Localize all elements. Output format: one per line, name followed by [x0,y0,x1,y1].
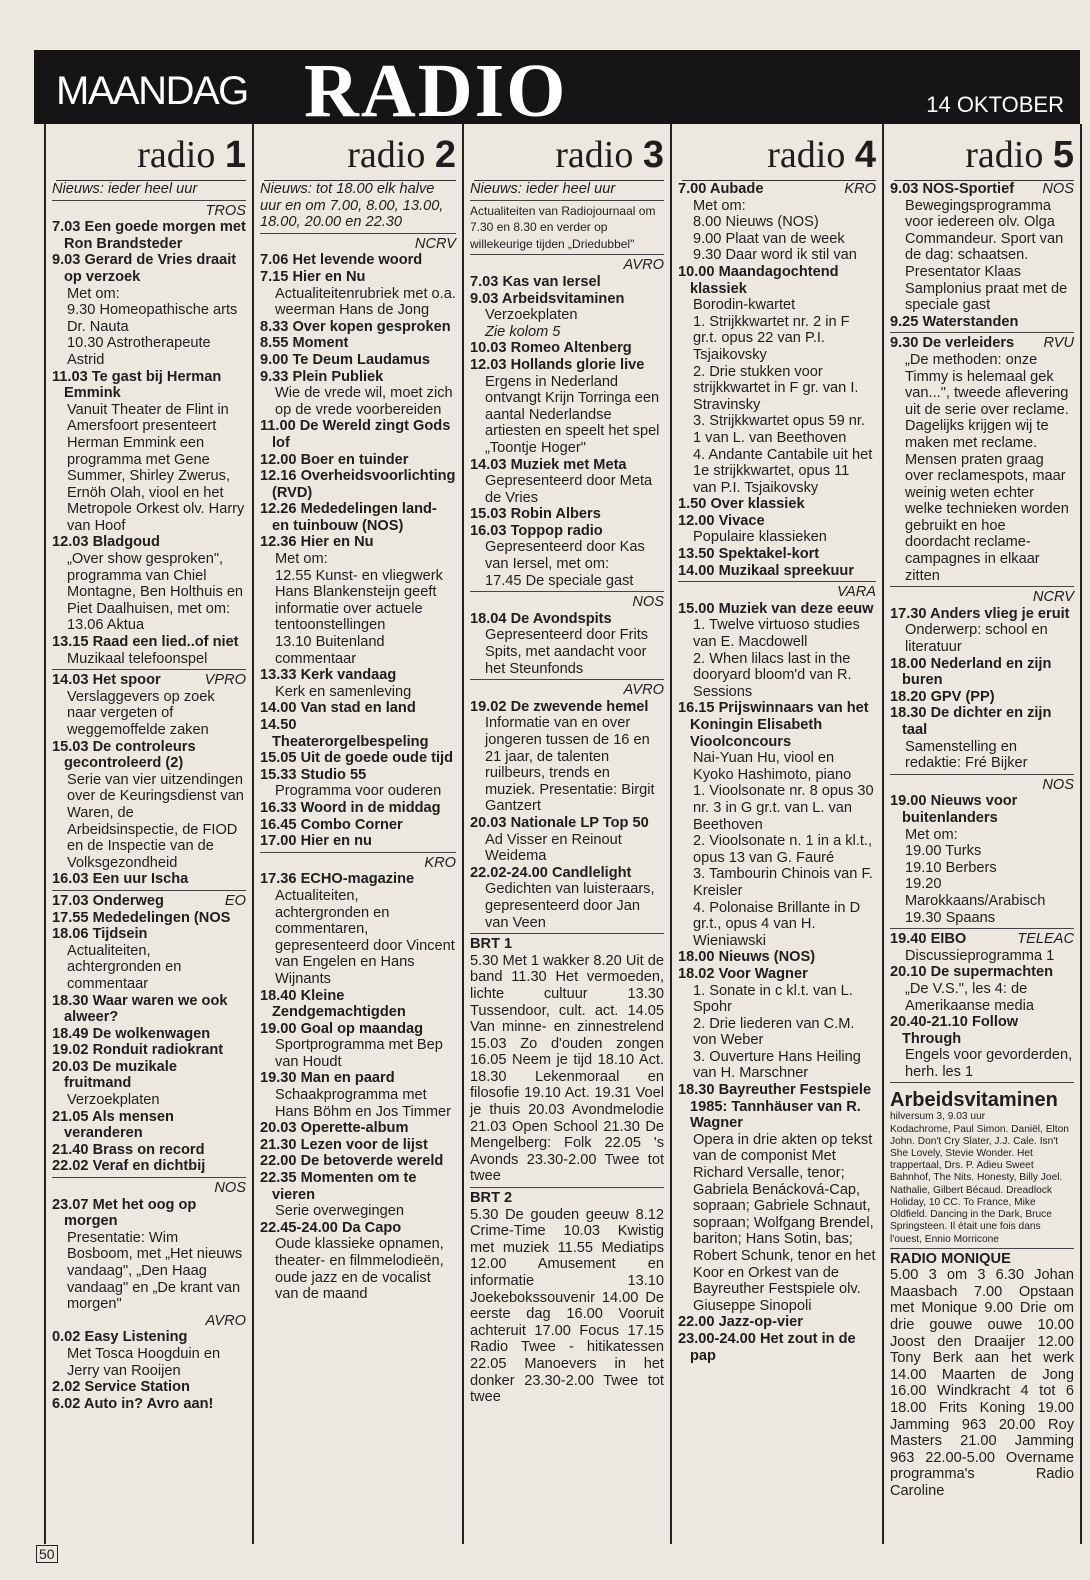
programme-title: 20.03 De muzikale fruitmand [52,1058,177,1092]
programme-title: 12.26 Mededelingen land- en tuinbouw (NOS) [260,501,437,534]
programme-title: 16.45 Combo Corner [260,816,403,833]
programme-title-text: 19.40 EIBO [890,931,967,948]
programme-description: Informatie van en over jongeren tussen de 16 en 21 jaar, de talenten ruilbeurs, trends en muziek. Presentatie: Birgit Gantzert [485,715,655,815]
broadcaster-label: AVRO [205,1312,246,1329]
programme-description: „Over show gesproken", programma van Chiel Montagne, Ben Holthuis en Piet Daalhuisen, met om: [67,551,244,617]
programme-description: Ad Visser en Reinout Weidema [485,831,622,865]
programme-title [52,893,246,910]
programme-title: 15.03 De controleurs gecontroleerd (2) [52,738,196,772]
schedule-paragraph: 5.30 De gouden geeuw 8.12 Crime-Time 10.03 Kwistig met muziek 11.55 Mediatips 12.00 Amusement en informatie 13.10 Joekebokssouvenir 14.00 De eerste dag 16.00 Vooruit achteruit 17.00 Focus 17.15 Radio Twee - hitikatessen 22.05 Manoevers in het donker 23.30-2.00 Twee tot twee [470,1206,664,1406]
programme-title: 23.07 Met het oog op morgen [52,1196,197,1230]
news-note: Actualiteiten van Radiojournaal om 7.30 en 8.30 en verder op willekeurige tijden „Driedubbel" [470,203,656,251]
programme-title-text: 9.30 De verleiders [890,335,1015,352]
broadcaster-label: NOS [214,1180,246,1197]
programme-title [890,335,1074,352]
programme-title: 19.00 Goal op maandag [260,1020,424,1037]
divider [52,1177,246,1178]
programme-description: Gedichten van luisteraars, gepresenteerd door Jan van Veen [485,881,655,931]
broadcaster-label: KRO [844,181,876,197]
programme-description: 2. Drie liederen van C.M. von Weber [693,1015,855,1049]
programme-description: Onderwerp: school en literatuur [905,622,1048,656]
divider [890,586,1074,587]
broadcaster-label: KRO [424,854,456,871]
programme-title: 14.50 Theaterorgelbespeling [260,717,429,750]
programme-description: 13.10 Buitenland commentaar [275,634,385,667]
divider [260,852,456,853]
programme-title: 15.03 Robin Albers [470,506,601,523]
programme-description: Verslaggevers op zoek naar vergeten of weggemoffelde zaken [67,688,215,738]
programme-description: Wie de vrede wil, moet zich op de vrede voorbereiden [275,385,453,418]
column-radio-2 [252,124,462,1544]
programme-title: 15.33 Studio 55 [260,766,367,783]
programme-title: 18.30 Bayreuther Festspiele 1985: Tannhäuser van R. Wagner [678,1082,872,1132]
programme-title: 18.49 De wolkenwagen [52,1025,211,1042]
programme-title: 22.02-24.00 Candlelight [470,864,632,881]
divider [52,890,246,891]
programme-description: Engels voor gevorderden, herh. les 1 [905,1047,1073,1080]
programme-title: 15.00 Muziek van deze eeuw [678,600,874,617]
programme-description: 1. Sonate in c kl.t. van L. Spohr [693,982,853,1016]
programme-title: 18.00 Nederland en zijn buren [890,655,1052,689]
column-heading [260,124,456,180]
column-heading-number: 5 [1052,134,1074,176]
programme-description: Zie kolom 5 [485,323,561,340]
programme-title-text: 14.03 Het spoor [52,672,161,689]
news-note: Nieuws: ieder heel uur [52,181,198,197]
divider [890,774,1074,775]
column-radio-3 [462,124,670,1544]
programme-title: 11.00 De Wereld zingt Gods lof [260,418,451,451]
programme-description: Programma voor ouderen [275,783,442,800]
divider [890,1082,1074,1083]
programme-description: Verzoekplaten [67,1092,160,1109]
column-heading-name: radio [347,134,426,176]
programme-title [890,931,1074,948]
station-heading: BRT 2 [470,1190,513,1207]
programme-title [52,672,246,689]
programme-description: Actualiteiten, achtergronden en commentaar [67,942,182,992]
programme-title-text: 7.00 Aubade [678,181,764,197]
station-heading: RADIO MONIQUE [890,1250,1011,1267]
programme-description: 4. Andante Cantabile uit het 1e strijkkwartet, opus 11 van P.I. Tsjaikovsky [693,446,873,496]
programme-title: 12.00 Boer en tuinder [260,451,409,468]
listings-page [44,124,1080,1544]
divider [260,233,456,234]
broadcaster-label: AVRO [623,682,664,699]
programme-description: Ergens in Nederland ontvangt Krijn Torringa een aantal Nederlandse artiesten en speelt het spel „Toontje Hoger" [485,373,660,456]
programme-description: Serie van vier uitzendingen over de Keuringsdienst van Waren, de Arbeidsinspectie, de FIOD en de Inspectie van de Volksgezondheid [67,771,244,871]
news-note: Nieuws: tot 18.00 elk halve uur en om 7.00, 8.00, 13.00, 18.00, 20.00 en 22.30 [260,181,444,231]
broadcaster-label: VARA [837,584,876,601]
divider [890,928,1074,929]
column-heading [890,124,1074,180]
broadcaster-label: TROS [205,202,246,219]
programme-title: 11.03 Te gast bij Herman Emmink [52,368,222,402]
programme-title: 9.25 Waterstanden [890,313,1019,330]
programme-description: 9.30 Daar word ik stil van [693,247,857,264]
programme-title: 22.00 Jazz-op-vier [678,1314,803,1331]
column-heading-number: 2 [434,134,456,176]
programme-description: Borodin-kwartet [693,297,796,314]
page-header [34,49,1080,133]
column-heading-name: radio [137,134,216,176]
programme-title: 20.03 Nationale LP Top 50 [470,814,649,831]
programme-title: 17.55 Mededelingen (NOS [52,909,231,926]
feature-text: Kodachrome, Paul Simon. Daniël, Elton John. Don't Cry Slater, J.J. Cale. Isn't She Lovely, Stevie Wonder. Het trappertaal, Drs. P. Adieu Sweet Bahnhof, The Nits. Honesty, Billy Joel. Nathalie, Gilbert Bécaud. Dreadlock Holiday, 10 CC. To France, Mike Oldfield. Dancing in the Dark, Bruce Springsteen. Il était une fois dans l'ouest, Ennio Morricone [890,1123,1069,1245]
programme-title: 13.33 Kerk vandaag [260,667,397,684]
programme-title: 23.00-24.00 Het zout in de pap [678,1330,856,1364]
broadcaster-label: NOS [1042,181,1074,197]
divider [52,200,246,201]
programme-description: 3. Ouverture Hans Heiling van H. Marschner [693,1048,861,1082]
programme-description: Bewegingsprogramma voor iedereen olv. Olga Commandeur. Sport van de dag: schaatsen. Presentator Klaas Samplonius praat met de speciale gast [905,197,1068,314]
programme-title: 12.03 Bladgoud [52,534,160,551]
programme-description: 9.30 Homeopathische arts Dr. Nauta [67,302,238,335]
programme-description: 2. Drie stukken voor strijkkwartet in F gr. van I. Stravinsky [693,363,859,413]
programme-description: Met om: [275,551,328,568]
broadcaster-label: EO [224,892,246,909]
programme-description: 8.00 Nieuws (NOS) [693,214,819,231]
programme-description: Met Tosca Hoogduin en Jerry van Rooijen [67,1345,221,1379]
programme-title: 12.03 Hollands glorie live [470,356,645,373]
programme-title: 19.02 Ronduit radiokrant [52,1042,224,1059]
broadcaster-label: VPRO [204,672,246,689]
programme-description: Discussieprogramma 1 [905,947,1055,964]
column-radio-4 [670,124,882,1544]
broadcaster-label: TELEAC [1017,931,1074,948]
programme-description: Met om: [905,826,958,843]
header-title: RADIO [304,49,568,133]
feature-text: hilversum 3, 9.03 uur [890,1111,986,1123]
programme-title: 16.33 Woord in de middag [260,799,441,816]
programme-title [678,181,876,198]
programme-title: 22.35 Momenten om te vieren [260,1170,417,1203]
schedule-paragraph: 5.30 Met 1 wakker 8.20 Uit de band 11.30 Het vermoeden, lichte cultuur 13.30 Tussendoor, cult. act. 14.05 Van minne- en zinnestrelend 15.03 Zo d'ouden zongen 16.05 Neem je tijd 18.10 Act. 18.30 Lekenmoraal en filosofie 19.10 Act. 19.31 Voel je thuis 20.03 Avondmelodie 21.03 Open School 21.30 De Mengelberg: Folk 22.05 's Avonds 23.30-2.00 Twee tot twee [470,952,664,1185]
programme-description: Opera in drie akten op tekst van de componist Met Richard Versalle, tenor; Gabriela Benácková-Cap, sopraan; Gabriele Schnaut, sopraan; Wolfgang Brendel, bariton; Hans Sotin, bas; Robert Schunk, tenor en het Koor en Orkest van de Bayreuther Festspiele olv. Giuseppe Sinopoli [693,1131,876,1314]
programme-description: Gepresenteerd door Frits Spits, met aandacht voor het Steunfonds [485,627,649,677]
programme-description: Muzikaal telefoonspel [67,650,208,667]
programme-title: 18.04 De Avondspits [470,610,612,627]
programme-title: 10.00 Maandagochtend klassiek [678,263,839,297]
broadcaster-label: AVRO [623,257,664,274]
programme-title: 0.02 Easy Listening [52,1329,188,1346]
column-heading-number: 4 [854,134,876,176]
programme-description: Met om: [67,285,120,302]
programme-description: 1. Strijkkwartet nr. 2 in F gr.t. opus 22 van P.I. Tsjaikovsky [693,313,850,363]
programme-title: 16.03 Een uur Ischa [52,871,189,888]
programme-description: „De V.S.", les 4: de Amerikaanse media [905,980,1034,1014]
programme-title: 18.20 GPV (PP) [890,688,995,705]
programme-description: Schaakprogramma met Hans Böhm en Jos Timmer [275,1087,451,1120]
programme-description: Serie overwegingen [275,1203,404,1220]
programme-title: 9.03 Arbeidsvitaminen [470,290,625,307]
programme-description: 19.30 Spaans [905,909,996,926]
programme-title: 18.40 Kleine Zendgemachtigden [260,987,406,1021]
programme-title: 16.15 Prijswinnaars van het Koningin Elisabeth Vioolconcours [678,700,869,750]
programme-list [678,181,876,1364]
programme-description: Sportprogramma met Bep van Houdt [275,1037,443,1070]
column-heading-number: 3 [642,134,664,176]
programme-title: 17.36 ECHO-magazine [260,871,415,888]
divider [890,332,1074,333]
programme-title: 1.50 Over klassiek [678,496,805,513]
broadcaster-label: NOS [1042,776,1074,793]
broadcaster-label: NCRV [414,235,456,252]
schedule-paragraph: 5.00 3 om 3 6.30 Johan Maasbach 7.00 Opstaan met Monique 9.00 Drie om drie gouwe ouwe 10.00 Joost den Draaijer 12.00 Tony Berk aan het werk 14.00 Maarten de Jong 16.00 Windkracht 4 tot 6 18.00 Frits Koning 19.00 Jamming 963 20.00 Roy Masters 21.00 Jamming 963 22.00-5.00 Overname programma's Radio Caroline [890,1267,1074,1500]
programme-title: 22.45-24.00 Da Capo [260,1219,402,1236]
programme-title: 18.00 Nieuws (NOS) [678,949,816,966]
divider [890,1248,1074,1249]
divider [52,669,246,670]
page-number: 50 [36,1545,58,1563]
programme-description: Met om: [693,197,746,214]
programme-title: 6.02 Auto in? Avro aan! [52,1395,214,1412]
divider [470,1187,664,1188]
programme-title: 18.30 De dichter en zijn taal [890,705,1052,738]
programme-description: 1. Twelve virtuoso studies van E. Macdowell [693,617,860,651]
programme-description: Gepresenteerd door Kas van Iersel, met om: [485,539,645,573]
programme-title: 22.02 Veraf en dichtbij [52,1158,206,1175]
programme-title: 16.03 Toppop radio [470,522,603,539]
programme-title: 8.55 Moment [260,335,349,352]
programme-description: Verzoekplaten [485,307,578,324]
divider [470,591,664,592]
column-heading [470,124,664,180]
programme-title: 19.00 Nieuws voor buitenlanders [890,793,1018,826]
programme-description: 19.00 Turks [905,843,982,860]
station-heading: BRT 1 [470,936,513,953]
programme-title-text: 9.03 NOS-Sportief [890,181,1015,197]
programme-title: 12.36 Hier en Nu [260,534,374,551]
programme-title: 17.00 Hier en nu [260,833,372,850]
programme-title [890,181,1074,198]
programme-description: 13.06 Aktua [67,617,145,634]
programme-title: 9.03 Gerard de Vries draait op verzoek [52,252,237,285]
programme-title: 9.33 Plein Publiek [260,368,384,385]
programme-title: 7.03 Kas van Iersel [470,273,601,290]
programme-list [890,181,1074,1500]
programme-description: Actualiteitenrubriek met o.a. weerman Hans de Jong [275,285,456,319]
programme-title: 14.00 Muzikaal spreekuur [678,562,855,579]
divider [470,254,664,255]
header-date: 14 OKTOBER [926,92,1064,117]
programme-title: 20.40-21.10 Follow Through [890,1014,1019,1047]
column-heading [52,124,246,180]
programme-title: 2.02 Service Station [52,1379,190,1396]
column-heading-name: radio [767,134,846,176]
programme-description: Oude klassieke opnamen, theater- en filmmelodieën, oude jazz en de vocalist van de maand [275,1236,444,1303]
column-heading-name: radio [965,134,1044,176]
programme-description: Vanuit Theater de Flint in Amersfoort presenteert Herman Emmink een programma met Gene Summer, Shirley Zwerus, Ernöh Olah, viool en het Metropole Orkest olv. Harry van Hoof [67,401,245,534]
programme-description: 19.20 Marokkaans/Arabisch [905,876,1046,909]
programme-description: 3. Strijkkwartet opus 59 nr. 1 van L. van Beethoven [693,413,865,446]
programme-title: 13.50 Spektakel-kort [678,546,820,563]
programme-title: 18.02 Voor Wagner [678,965,808,982]
programme-title-text: 17.03 Onderweg [52,892,164,909]
programme-description: 3. Tambourin Chinois van F. Kreisler [693,866,873,899]
programme-title: 18.06 Tijdsein [52,926,148,943]
programme-title: 10.03 Romeo Altenberg [470,340,632,357]
programme-title: 17.30 Anders vlieg je eruit [890,605,1070,622]
programme-title: 13.15 Raad een lied..of niet [52,634,239,651]
programme-title: 19.02 De zwevende hemel [470,698,649,715]
programme-description: Presentatie: Wim Bosboom, met „Het nieuws vandaag", „Den Haag vandaag" en „De krant van morgen" [67,1229,243,1313]
programme-title: 22.00 De betoverde wereld [260,1153,444,1170]
header-day: MAANDAG [56,69,248,113]
programme-title: 8.33 Over kopen gesproken [260,318,451,335]
programme-list [260,181,456,1303]
programme-title: 7.03 Een goede morgen met Ron Brandsteder [52,219,246,252]
column-heading-name: radio [555,134,634,176]
programme-title: 21.40 Brass on record [52,1141,205,1158]
programme-title: 7.15 Hier en Nu [260,268,366,285]
programme-title: 7.06 Het levende woord [260,252,423,269]
programme-description: 9.00 Plaat van de week [693,230,845,247]
programme-title: 12.00 Vivace [678,512,765,529]
broadcaster-label: NOS [632,594,664,611]
programme-description: Samenstelling en redaktie: Fré Bijker [905,738,1028,772]
broadcaster-label: NCRV [1032,589,1074,606]
news-note: Nieuws: ieder heel uur [470,181,616,197]
programme-description: 10.30 Astrotherapeute Astrid [67,335,211,368]
programme-description: Populaire klassieken [693,529,827,546]
divider [470,200,664,201]
programme-title: 21.30 Lezen voor de lijst [260,1136,428,1153]
programme-description: Kerk en samenleving [275,683,412,700]
programme-description: Nai-Yuan Hu, viool en Kyoko Hashimoto, piano [693,750,852,783]
programme-description: 2. When lilacs last in the dooryard bloom'd van R. Sessions [693,650,852,700]
programme-title: 15.05 Uit de goede oude tijd [260,750,453,767]
programme-description: 4. Polonaise Brillante in D gr.t., opus 4 van H. Wieniawski [693,899,861,949]
programme-list [470,181,664,1406]
programme-description: 12.55 Kunst- en vliegwerk Hans Blankensteijn geeft informatie over actuele tentoonstellingen [275,567,443,634]
programme-title: 14.00 Van stad en land [260,700,416,717]
programme-description: „De methoden: onze Timmy is helemaal gek van...", tweede aflevering uit de serie over reclame. Dagelijks krijgen wij te maken met reclame. Mensen praten graag over reclamespots, maar weinig weten echter welke technieken worden gebruikt en hoe doordacht reclame-campagnes in elkaar zitten [905,351,1069,584]
programme-title: 18.30 Waar waren we ook alweer? [52,992,228,1026]
column-radio-5 [882,124,1082,1544]
programme-title: 21.05 Als mensen veranderen [52,1108,174,1142]
programme-description: 2. Vioolsonate n. 1 in a kl.t., opus 13 van G. Fauré [693,833,873,866]
programme-description: Actualiteiten, achtergronden en commentaren, gepresenteerd door Vincent van Engelen en Hans Wijnants [275,887,455,987]
programme-title: 20.03 Operette-album [260,1120,409,1137]
programme-description: 1. Vioolsonate nr. 8 opus 30 nr. 3 in G gr.t. van L. van Beethoven [693,783,874,833]
programme-title: 12.16 Overheidsvoorlichting (RVD) [260,468,456,501]
broadcaster-label: RVU [1043,335,1074,352]
programme-description: 17.45 De speciale gast [485,572,634,589]
feature-heading: Arbeidsvitaminen [890,1089,1058,1112]
programme-description: 19.10 Berbers [905,859,997,876]
programme-title: 9.00 Te Deum Laudamus [260,351,431,368]
divider [470,679,664,680]
divider [678,581,876,582]
column-heading-number: 1 [224,134,246,176]
divider [470,933,664,934]
programme-title: 20.10 De supermachten [890,964,1054,981]
programme-description: Gepresenteerd door Meta de Vries [485,473,653,506]
programme-title: 14.03 Muziek met Meta [470,456,627,473]
column-heading [678,124,876,180]
column-radio-1 [44,124,252,1544]
programme-list [52,181,246,1412]
programme-title: 19.30 Man en paard [260,1070,395,1087]
